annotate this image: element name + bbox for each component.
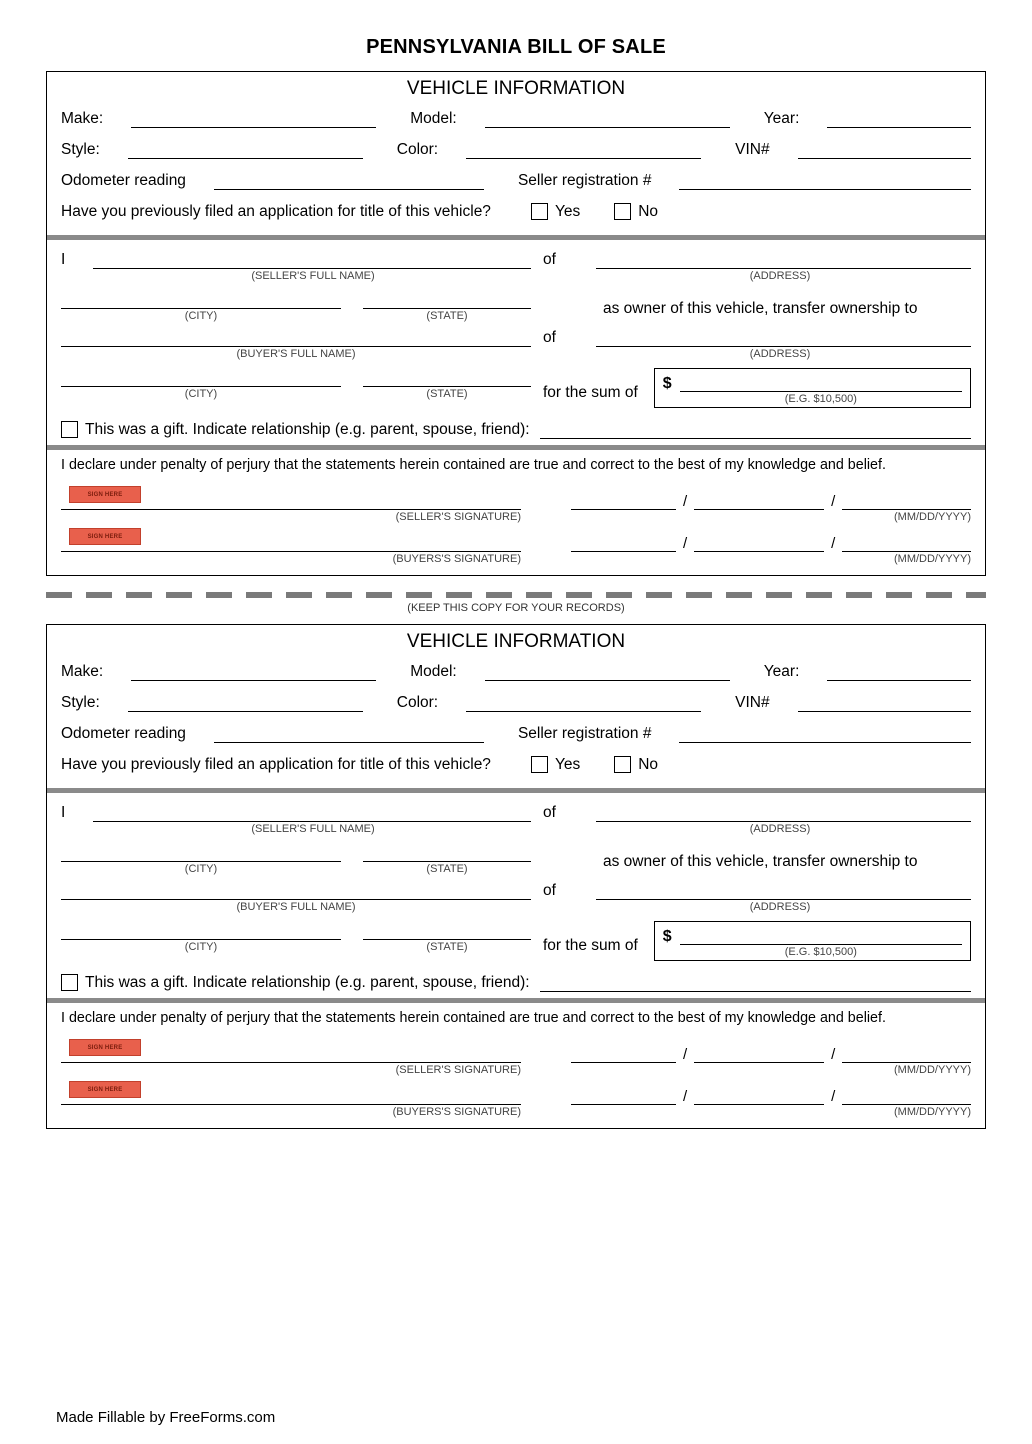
buyer-city-input-1[interactable]	[61, 368, 341, 387]
sum-label-2: for the sum of	[543, 937, 638, 954]
no-label-2: No	[638, 756, 659, 773]
seller-name-group-1	[61, 250, 531, 282]
style-input-1[interactable]	[128, 141, 363, 159]
declaration-text-2: I declare under penalty of perjury that the statements herein contained are true and correct to the best of my knowledge and belief.	[61, 1010, 886, 1026]
odometer-input-1[interactable]	[214, 172, 484, 190]
amount-box-1	[654, 368, 971, 408]
buyer-name-group-1	[61, 328, 531, 360]
buyer-address-group-2	[531, 881, 971, 913]
yes-label-2: Yes	[554, 756, 581, 773]
buyer-signature-group-1	[61, 533, 521, 565]
gift-relationship-input-2[interactable]	[540, 973, 971, 992]
buyer-date-group-2	[521, 1088, 971, 1118]
buyer-citystate-group-1	[61, 368, 531, 400]
buyer-name-input-1[interactable]	[61, 328, 531, 347]
seller-signature-row-1	[61, 491, 971, 523]
title-no-option-2[interactable]	[614, 756, 658, 774]
vin-input-2[interactable]	[798, 694, 971, 712]
model-input-1[interactable]	[485, 110, 730, 128]
i-label-2: I	[61, 804, 66, 821]
keep-copy-note: (KEEP THIS COPY FOR YOUR RECORDS)	[407, 602, 625, 614]
seller-registration-input-1[interactable]	[679, 172, 971, 190]
date-slash-1c: /	[683, 535, 688, 552]
buyer-signature-caption-1: (BUYERS'S SIGNATURE)	[392, 553, 521, 565]
buyer-city-caption-1: (CITY)	[184, 388, 218, 400]
vehicle-information-heading-2: VEHICLE INFORMATION	[406, 631, 626, 652]
title-question-label-2: Have you previously filed an application for title of this vehicle?	[61, 756, 491, 773]
seller-address-group-2	[531, 803, 971, 835]
buyer-address-input-2[interactable]	[596, 881, 971, 900]
amount-input-2[interactable]	[680, 926, 962, 945]
sum-group-2	[531, 921, 971, 961]
vehicle-information-fields-1	[47, 104, 985, 235]
vehicle-row-title-question-1	[61, 203, 971, 221]
sign-here-tag-seller-1[interactable]: SIGN HERE	[69, 486, 141, 503]
yes-label-1: Yes	[554, 203, 581, 220]
buyer-address-caption-2: (ADDRESS)	[749, 901, 811, 913]
buyer-name-group-2	[61, 881, 531, 913]
vehicle-row-style-color-vin-1	[61, 141, 971, 159]
vehicle-row-odometer-registration-1	[61, 172, 971, 190]
seller-state-caption-2: (STATE)	[426, 863, 468, 875]
seller-date-caption-2: (MM/DD/YYYY)	[894, 1064, 971, 1076]
year-input-2[interactable]	[827, 663, 971, 681]
buyer-name-input-2[interactable]	[61, 881, 531, 900]
ownership-citystate-row-1	[61, 290, 971, 322]
seller-name-input-1[interactable]	[93, 250, 531, 269]
buyer-date-year-2[interactable]	[842, 1088, 971, 1105]
buyer-address-caption-1: (ADDRESS)	[749, 348, 811, 360]
dollar-sign-2: $	[662, 928, 672, 945]
vin-input-1[interactable]	[798, 141, 971, 159]
seller-city-input-2[interactable]	[61, 843, 341, 862]
vehicle-row-make-model-year-1	[61, 110, 971, 128]
buyer-state-caption-2: (STATE)	[426, 941, 468, 953]
seller-address-caption-1: (ADDRESS)	[749, 270, 811, 282]
document-page	[0, 36, 1032, 1444]
odometer-label-1: Odometer reading	[61, 172, 186, 189]
page-title: PENNSYLVANIA BILL OF SALE	[366, 36, 666, 58]
declaration-section-2	[47, 1003, 985, 1128]
seller-name-group-2	[61, 803, 531, 835]
seller-citystate-group-1	[61, 290, 531, 322]
make-input-1[interactable]	[131, 110, 376, 128]
bill-of-sale-copy-1	[46, 71, 986, 576]
seller-state-input-2[interactable]	[363, 843, 531, 862]
ownership-buyer-row-2	[61, 881, 971, 913]
vin-label-2: VIN#	[735, 694, 770, 711]
buyer-citystate-group-2	[61, 921, 531, 953]
buyer-date-day-1[interactable]	[694, 535, 824, 552]
vehicle-row-title-question-2	[61, 756, 971, 774]
seller-date-year-1[interactable]	[842, 493, 971, 510]
color-label-1: Color:	[396, 141, 439, 158]
of-label-1b: of	[543, 329, 556, 346]
color-input-2[interactable]	[466, 694, 701, 712]
date-slash-1a: /	[683, 493, 688, 510]
make-label-1: Make:	[61, 110, 104, 127]
seller-citystate-group-2	[61, 843, 531, 875]
seller-registration-label-2: Seller registration #	[517, 725, 652, 742]
checkbox-no-1[interactable]	[614, 203, 631, 220]
style-input-2[interactable]	[128, 694, 363, 712]
ownership-section-2	[47, 793, 985, 998]
ownership-buyer-citystate-row-1	[61, 368, 971, 408]
ownership-section-1	[47, 240, 985, 445]
seller-date-month-2[interactable]	[571, 1046, 676, 1063]
seller-date-group-2	[521, 1046, 971, 1076]
gift-label-2: This was a gift. Indicate relationship (e.g. parent, spouse, friend):	[85, 974, 530, 991]
odometer-input-2[interactable]	[214, 725, 484, 743]
buyer-city-input-2[interactable]	[61, 921, 341, 940]
checkbox-gift-1[interactable]	[61, 421, 78, 438]
buyer-address-input-1[interactable]	[596, 328, 971, 347]
buyer-address-group-1	[531, 328, 971, 360]
checkbox-yes-2[interactable]	[531, 756, 548, 773]
amount-input-1[interactable]	[680, 373, 962, 392]
date-slash-1b: /	[831, 493, 836, 510]
amount-box-2	[654, 921, 971, 961]
buyer-date-month-1[interactable]	[571, 535, 676, 552]
buyer-signature-group-2	[61, 1086, 521, 1118]
amount-example-caption-1: (E.G. $10,500)	[784, 393, 857, 405]
dollar-sign-1: $	[662, 375, 672, 392]
buyer-signature-row-2	[61, 1086, 971, 1118]
year-input-1[interactable]	[827, 110, 971, 128]
seller-signature-caption-2: (SELLER'S SIGNATURE)	[395, 1064, 521, 1076]
seller-city-caption-2: (CITY)	[184, 863, 218, 875]
model-input-2[interactable]	[485, 663, 730, 681]
style-label-2: Style:	[61, 694, 100, 711]
gift-row-1	[61, 420, 971, 439]
color-input-1[interactable]	[466, 141, 701, 159]
year-label-2: Year:	[763, 663, 800, 680]
odometer-label-2: Odometer reading	[61, 725, 186, 742]
seller-city-caption-1: (CITY)	[184, 310, 218, 322]
seller-date-year-2[interactable]	[842, 1046, 971, 1063]
date-slash-2a: /	[683, 1046, 688, 1063]
vehicle-information-heading-1: VEHICLE INFORMATION	[406, 78, 626, 99]
bill-of-sale-copy-2	[46, 624, 986, 1129]
seller-address-caption-2: (ADDRESS)	[749, 823, 811, 835]
amount-example-caption-2: (E.G. $10,500)	[784, 946, 857, 958]
buyer-state-input-1[interactable]	[363, 368, 531, 387]
seller-date-day-2[interactable]	[694, 1046, 824, 1063]
footer-credit: Made Fillable by FreeForms.com	[56, 1409, 276, 1426]
vehicle-information-fields-2	[47, 657, 985, 788]
seller-name-caption-1: (SELLER'S FULL NAME)	[251, 270, 375, 282]
date-slash-2c: /	[683, 1088, 688, 1105]
make-input-2[interactable]	[131, 663, 376, 681]
buyer-state-caption-1: (STATE)	[426, 388, 468, 400]
date-slash-2b: /	[831, 1046, 836, 1063]
buyer-signature-caption-2: (BUYERS'S SIGNATURE)	[392, 1106, 521, 1118]
sign-here-tag-buyer-1[interactable]: SIGN HERE	[69, 528, 141, 545]
title-yes-option-1[interactable]	[531, 203, 580, 221]
buyer-date-group-1	[521, 535, 971, 565]
of-label-1a: of	[543, 251, 556, 268]
of-label-2b: of	[543, 882, 556, 899]
buyer-date-caption-1: (MM/DD/YYYY)	[894, 553, 971, 565]
checkbox-no-2[interactable]	[614, 756, 631, 773]
seller-date-group-1	[521, 493, 971, 523]
seller-address-input-1[interactable]	[596, 250, 971, 269]
ownership-top-row-1	[61, 250, 971, 282]
vehicle-row-style-color-vin-2	[61, 694, 971, 712]
model-label-1: Model:	[410, 110, 457, 127]
buyer-signature-row-1	[61, 533, 971, 565]
title-yes-option-2[interactable]	[531, 756, 580, 774]
seller-city-input-1[interactable]	[61, 290, 341, 309]
seller-state-caption-1: (STATE)	[426, 310, 468, 322]
declaration-text-1: I declare under penalty of perjury that the statements herein contained are true and correct to the best of my knowledge and belief.	[61, 457, 886, 473]
seller-signature-group-1	[61, 491, 521, 523]
gift-label-1: This was a gift. Indicate relationship (e.g. parent, spouse, friend):	[85, 421, 530, 438]
sum-group-1	[531, 368, 971, 408]
buyer-city-caption-2: (CITY)	[184, 941, 218, 953]
seller-address-group-1	[531, 250, 971, 282]
gift-relationship-input-1[interactable]	[540, 420, 971, 439]
date-slash-2d: /	[831, 1088, 836, 1105]
seller-registration-input-2[interactable]	[679, 725, 971, 743]
model-label-2: Model:	[410, 663, 457, 680]
checkbox-yes-1[interactable]	[531, 203, 548, 220]
vin-label-1: VIN#	[735, 141, 770, 158]
buyer-state-input-2[interactable]	[363, 921, 531, 940]
buyer-date-month-2[interactable]	[571, 1088, 676, 1105]
transfer-text-2: as owner of this vehicle, transfer ownership to	[603, 853, 918, 870]
make-label-2: Make:	[61, 663, 104, 680]
seller-date-caption-1: (MM/DD/YYYY)	[894, 511, 971, 523]
style-label-1: Style:	[61, 141, 100, 158]
transfer-text-1: as owner of this vehicle, transfer ownership to	[603, 300, 918, 317]
title-question-label-1: Have you previously filed an application for title of this vehicle?	[61, 203, 491, 220]
color-label-2: Color:	[396, 694, 439, 711]
ownership-buyer-citystate-row-2	[61, 921, 971, 961]
seller-name-input-2[interactable]	[93, 803, 531, 822]
buyer-name-caption-2: (BUYER'S FULL NAME)	[236, 901, 356, 913]
checkbox-gift-2[interactable]	[61, 974, 78, 991]
title-no-option-1[interactable]	[614, 203, 658, 221]
seller-signature-group-2	[61, 1044, 521, 1076]
sign-here-tag-seller-2[interactable]: SIGN HERE	[69, 1039, 141, 1056]
seller-signature-row-2	[61, 1044, 971, 1076]
vehicle-row-odometer-registration-2	[61, 725, 971, 743]
sum-label-1: for the sum of	[543, 384, 638, 401]
i-label-1: I	[61, 251, 66, 268]
seller-registration-label-1: Seller registration #	[517, 172, 652, 189]
seller-date-month-1[interactable]	[571, 493, 676, 510]
buyer-name-caption-1: (BUYER'S FULL NAME)	[236, 348, 356, 360]
buyer-date-year-1[interactable]	[842, 535, 971, 552]
seller-signature-caption-1: (SELLER'S SIGNATURE)	[395, 511, 521, 523]
date-slash-1d: /	[831, 535, 836, 552]
seller-date-day-1[interactable]	[694, 493, 824, 510]
gift-row-2	[61, 973, 971, 992]
seller-name-caption-2: (SELLER'S FULL NAME)	[251, 823, 375, 835]
ownership-citystate-row-2	[61, 843, 971, 875]
sign-here-tag-buyer-2[interactable]: SIGN HERE	[69, 1081, 141, 1098]
vehicle-row-make-model-year-2	[61, 663, 971, 681]
of-label-2a: of	[543, 804, 556, 821]
buyer-date-caption-2: (MM/DD/YYYY)	[894, 1106, 971, 1118]
seller-state-input-1[interactable]	[363, 290, 531, 309]
tear-line-divider	[46, 592, 986, 598]
ownership-top-row-2	[61, 803, 971, 835]
ownership-buyer-row-1	[61, 328, 971, 360]
declaration-section-1	[47, 450, 985, 575]
seller-address-input-2[interactable]	[596, 803, 971, 822]
no-label-1: No	[638, 203, 659, 220]
buyer-date-day-2[interactable]	[694, 1088, 824, 1105]
year-label-1: Year:	[763, 110, 800, 127]
